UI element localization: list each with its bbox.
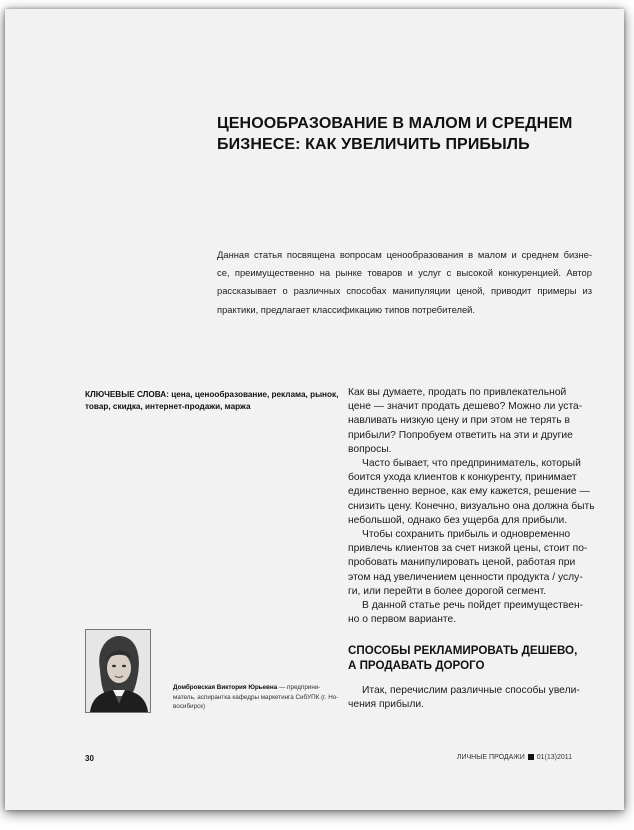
body-line: боится ухода клиентов к конкуренту, принимает xyxy=(348,472,577,484)
body-line: Часто бывает, что предприниматель, который xyxy=(362,458,581,470)
body-line: ги, или перейти в более дорогой сегмент. xyxy=(348,585,547,597)
body-line: снизить цену. Конечно, визуально она должна быть xyxy=(348,500,595,512)
page-number: 30 xyxy=(85,754,94,763)
author-bio xyxy=(173,683,339,712)
title-line-1: ЦЕНООБРАЗОВАНИЕ В МАЛОМ И СРЕДНЕМ xyxy=(217,115,573,132)
abstract-line: рассказывает о различных способах манипуляции ценой, приводит примеры из xyxy=(217,285,592,297)
body-line: чения прибыли. xyxy=(348,699,424,711)
body-line: цене — значит продать дешево? Можно ли уста- xyxy=(348,401,583,413)
body-line: Итак, перечислим различные способы увели- xyxy=(362,685,580,696)
square-bullet-icon xyxy=(528,754,534,760)
journal-name: ЛИЧНЫЕ ПРОДАЖИ xyxy=(456,754,525,761)
body-line: навливать низкую цену и при этом не терять в xyxy=(348,415,570,427)
body-line: но о первом варианте. xyxy=(348,614,457,626)
abstract-line: се, преимущественно на рынке товаров и услуг с высокой конкуренцией. Автор xyxy=(217,267,592,279)
abstract-line: практики, предлагает классификацию типов потребителей. xyxy=(217,303,476,315)
abstract-line: Данная статья посвящена вопросам ценообразования в малом и среднем бизне- xyxy=(217,249,592,260)
article-abstract xyxy=(217,246,592,319)
section-heading-line: А ПРОДАВАТЬ ДОРОГО xyxy=(348,659,485,672)
magazine-page xyxy=(5,9,624,810)
author-photo xyxy=(85,629,151,713)
keywords-line: товар, скидка, интернет-продажи, маржа xyxy=(85,401,251,411)
section-body xyxy=(348,684,593,712)
body-line: Чтобы сохранить прибыль и одновременно xyxy=(362,529,571,541)
journal-issue: 01(13)2011 xyxy=(536,754,572,761)
body-line: небольшой, однако без ущерба для прибыли. xyxy=(348,514,568,526)
body-line: Как вы думаете, продать по привлекательной xyxy=(348,387,567,398)
body-line: пробовать манипулировать ценой, работая при xyxy=(348,557,576,569)
keywords-line: КЛЮЧЕВЫЕ СЛОВА: цена, ценообразование, реклама, рынок, xyxy=(85,390,339,399)
title-line-2: БИЗНЕСЕ: КАК УВЕЛИЧИТЬ ПРИБЫЛЬ xyxy=(217,136,530,153)
body-line: привлечь клиентов за счет низкой цены, стоит по- xyxy=(348,543,588,555)
section-heading xyxy=(348,643,598,673)
journal-footer xyxy=(457,754,572,761)
body-line: единственно верное, как ему кажется, решение — xyxy=(348,486,590,498)
author-portrait-icon xyxy=(86,630,150,712)
author-name: Домбровская Виктория Юрьевна xyxy=(173,684,278,691)
body-line: вопросы. xyxy=(348,443,392,455)
keywords xyxy=(85,389,339,412)
author-bio-line: восибирск) xyxy=(173,703,206,711)
article-title xyxy=(217,113,597,155)
body-line: прибыли? Попробуем ответить на эти и другие xyxy=(348,429,573,441)
body-line: В данной статье речь пойдет преимуществен- xyxy=(362,600,584,612)
author-bio-line: — предприни- xyxy=(277,684,321,691)
author-bio-line: матель, аспирантка кафедры маркетинга СибУПК (г. Но- xyxy=(173,693,339,701)
section-heading-line: СПОСОБЫ РЕКЛАМИРОВАТЬ ДЕШЕВО, xyxy=(348,644,578,657)
body-line: этом над увеличением ценности продукта / услу- xyxy=(348,571,583,583)
article-body xyxy=(348,386,593,627)
